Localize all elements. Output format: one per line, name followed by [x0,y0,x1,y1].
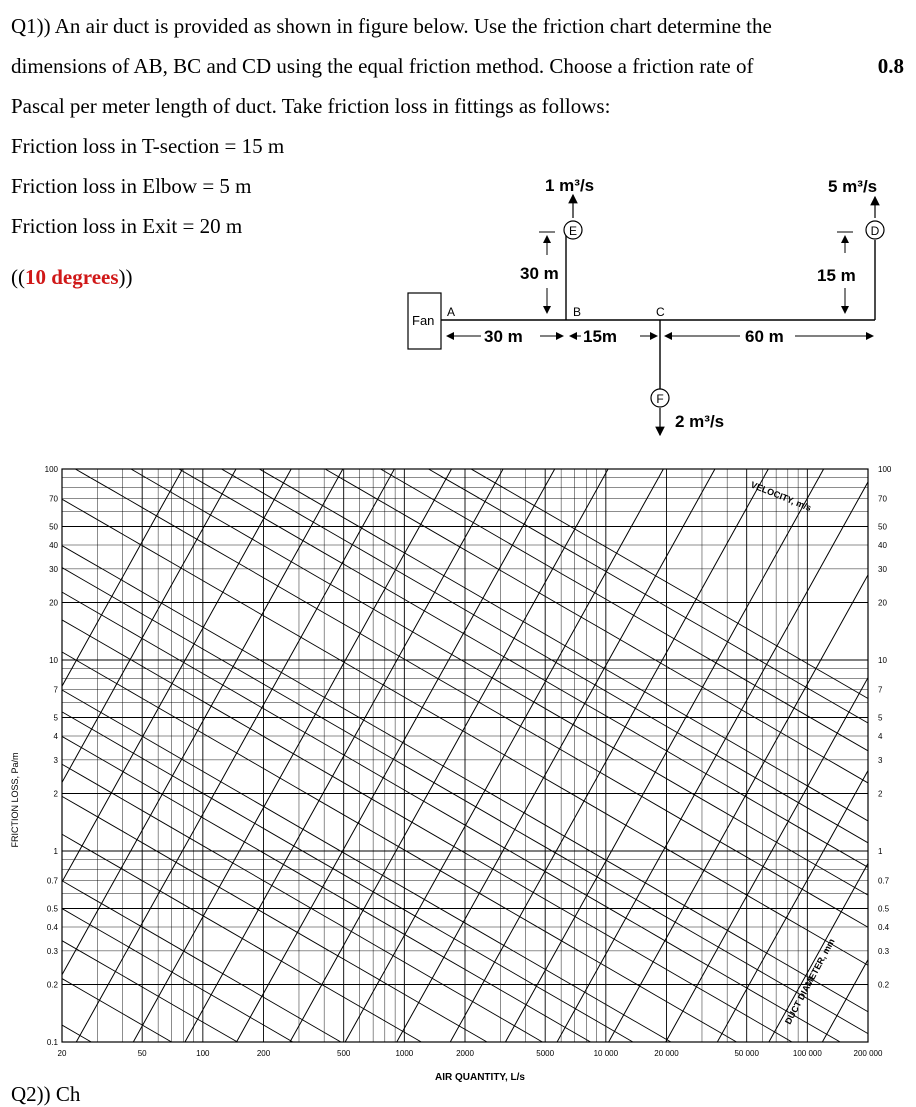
y-tick-label-right: 10 [878,656,887,665]
x-tick-label: 200 000 [853,1049,883,1058]
y-tick-label-right: 100 [878,465,892,474]
y-tick-label-left: 20 [49,598,58,608]
y-tick-label-left: 40 [49,541,58,551]
marks-close: )) [118,265,133,289]
y-tick-label-left: 0.5 [46,904,58,914]
diameter-axis-label: DUCT DIAMETER, mm [782,936,837,1026]
friction-chart [0,455,916,1085]
y-tick-label-right: 5 [878,713,883,723]
len-be-label: 30 m [520,264,559,283]
y-tick-label-right: 3 [878,755,883,765]
len-bc-label: 15m [583,327,618,346]
velocity-line [0,527,916,1085]
marks-value: 10 degrees [25,265,119,289]
y-tick-label-left: 70 [49,494,58,504]
velocity-line [0,455,916,961]
y-tick-label-right: 50 [878,522,887,532]
diameter-line [0,610,916,1085]
outlet-d: D [870,224,880,238]
velocity-line [0,597,916,1085]
outlet-e: E [568,224,578,238]
velocity-line [0,741,916,1085]
x-tick-label: 2000 [456,1049,474,1058]
y-tick-label-left: 7 [53,685,58,695]
y-tick-label-right: 0.7 [878,876,890,886]
y-tick-label-left: 0.1 [46,1038,58,1047]
chart-grid [62,469,868,1042]
len-cd-label: 60 m [745,327,784,346]
y-tick-label-right: 30 [878,564,887,574]
y-axis-label: FRICTION LOSS, Pa/m [10,752,20,848]
y-tick-label-left: 100 [44,465,58,474]
y-tick-label-right: 1 [878,847,883,856]
x-axis-label: AIR QUANTITY, L/s [434,1072,526,1083]
loss-t-section: Friction loss in T-section = 15 m [11,134,285,158]
y-tick-label-left: 2 [53,789,58,799]
velocity-line [0,954,916,1085]
chart-diameter-lines [0,455,916,1085]
velocity-line [0,815,916,1085]
x-tick-label: 200 [256,1049,271,1058]
x-tick-label: 100 [196,1049,210,1058]
x-tick-label: 10 000 [593,1049,619,1058]
len-d-riser-label: 15 m [817,266,856,285]
y-tick-label-right: 0.4 [878,923,890,933]
node-a: A [447,305,456,319]
flow-e-label: 1 m³/s [545,176,595,195]
y-tick-label-left: 5 [53,713,58,723]
y-tick-label-right: 20 [878,598,887,608]
y-tick-label-left: 0.3 [46,946,58,956]
marks-line [11,265,133,290]
velocity-line [0,455,916,891]
y-tick-label-right: 0.5 [878,904,890,914]
x-tick-label: 50 [137,1049,147,1058]
velocity-line [0,978,916,1085]
duct-diagram [395,160,895,450]
y-tick-label-right: 70 [878,494,887,504]
node-b: B [573,305,582,319]
y-tick-label-left: 50 [49,522,58,532]
y-tick-label-left: 30 [49,564,58,574]
velocity-line [0,455,916,983]
marks-open: (( [11,265,25,289]
velocity-line [0,455,916,923]
y-tick-label-right: 7 [878,685,883,695]
loss-exit: Friction loss in Exit = 20 m [11,214,243,238]
len-ab-label: 30 m [484,327,523,346]
x-tick-label: 20 000 [654,1049,679,1058]
velocity-line [0,787,916,1085]
flow-f-label: 2 m³/s [675,412,725,431]
question-line-2 [11,46,904,86]
y-tick-label-right: 2 [878,789,883,799]
loss-elbow: Friction loss in Elbow = 5 m [11,174,252,198]
flow-d-label: 5 m³/s [828,177,878,196]
node-c: C [656,305,665,319]
y-tick-label-left: 1 [53,847,58,856]
y-tick-label-left: 4 [53,732,58,742]
y-tick-label-left: 0.2 [46,980,58,990]
x-tick-label: 100 000 [792,1049,822,1058]
question-line-2-text: dimensions of AB, BC and CD using the equal friction method. Choose a friction rate of [11,54,754,78]
velocity-line [0,455,916,1035]
y-tick-label-right: 40 [878,541,887,551]
fan-label: Fan [412,313,435,328]
velocity-line [0,619,916,1085]
y-tick-label-left: 10 [49,656,58,665]
y-tick-label-left: 3 [53,755,58,765]
y-tick-label-left: 0.7 [46,876,58,886]
velocity-line [0,932,916,1085]
y-tick-label-left: 0.4 [46,923,58,933]
x-tick-label: 5000 [536,1049,555,1058]
y-tick-label-right: 0.3 [878,946,890,956]
outlet-f: F [656,392,664,406]
x-tick-label: 20 [57,1049,67,1058]
velocity-axis-label: VELOCITY, m/s [749,479,813,514]
question-line-1: Q1)) An air duct is provided as shown in figure below. Use the friction chart determine the [11,14,772,38]
velocity-line [0,499,916,1085]
next-question-text: Q2)) Ch [11,1082,81,1106]
x-tick-label: 500 [337,1049,351,1058]
velocity-line [0,455,916,1067]
question-line-3: Pascal per meter length of duct. Take friction loss in fittings as follows: [11,94,611,118]
friction-rate-value: 0.8 [877,54,904,78]
diameter-line [0,806,916,1085]
y-tick-label-right: 4 [878,732,883,742]
x-tick-label: 1000 [395,1049,414,1058]
velocity-line [0,643,916,1085]
x-tick-label: 50 000 [734,1049,759,1058]
velocity-line [0,455,916,863]
y-tick-label-right: 0.2 [878,980,890,990]
